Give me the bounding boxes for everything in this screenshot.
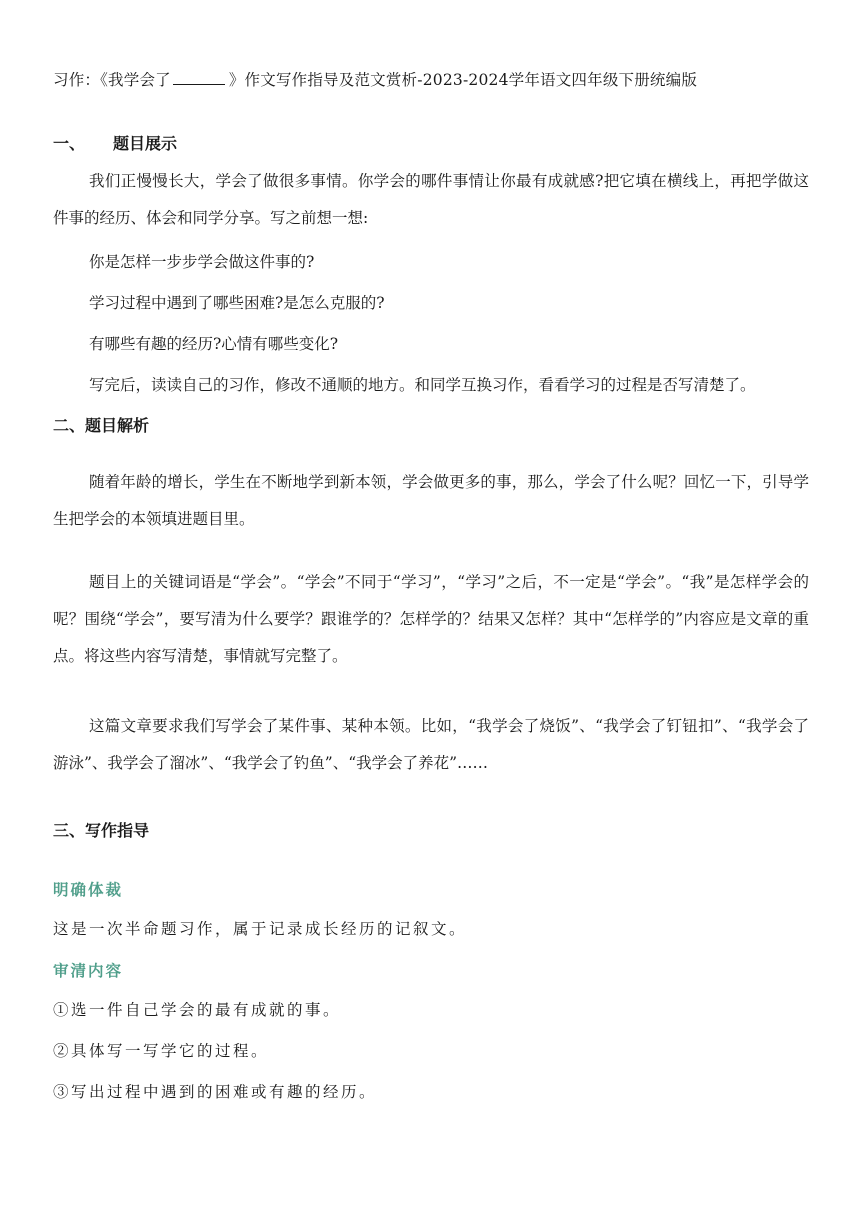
title-prefix: 习作：《我学会了 bbox=[53, 71, 171, 89]
section3-heading: 三、写作指导 bbox=[53, 821, 150, 840]
document-title bbox=[53, 68, 697, 90]
section1-heading bbox=[53, 131, 177, 154]
title-suffix: 》作文写作指导及范文赏析-2023-2024学年语文四年级下册统编版 bbox=[228, 71, 698, 89]
section1-question: 有哪些有趣的经历?心情有哪些变化? bbox=[89, 335, 339, 353]
section1-question: 你是怎样一步步学会做这件事的? bbox=[89, 253, 315, 271]
section2-heading: 二、题目解析 bbox=[53, 416, 150, 435]
content-item: ②具体写一写学它的过程。 bbox=[53, 1042, 270, 1060]
section1-intro: 我们正慢慢长大，学会了做很多事情。你学会的哪件事情让你最有成就感?把它填在横线上，再把学做这件事的经历、体会和同学分享。写之前想一想: bbox=[53, 172, 809, 227]
section1-question: 学习过程中遇到了哪些困难?是怎么克服的? bbox=[89, 294, 385, 312]
content-item: ③写出过程中遇到的困难或有趣的经历。 bbox=[53, 1083, 378, 1101]
title-blank-line bbox=[173, 70, 225, 85]
section1-number: 一、 bbox=[53, 134, 86, 153]
genre-text: 这是一次半命题习作，属于记录成长经历的记叙文。 bbox=[53, 920, 468, 938]
section2-paragraph: 随着年龄的增长，学生在不断地学到新本领，学会做更多的事，那么，学会了什么呢？回忆一下，引导学生把学会的本领填进题目里。 bbox=[53, 473, 809, 528]
content-subheading: 审清内容 bbox=[53, 962, 124, 980]
content-item: ①选一件自己学会的最有成就的事。 bbox=[53, 1001, 342, 1019]
section2-paragraph: 题目上的关键词语是“学会”。“学会”不同于“学习”，“学习”之后，不一定是“学会”。“我”是怎样学会的呢？围绕“学会”，要写清为什么要学？跟谁学的？怎样学的？结果又怎样？其中“怎样学的”内容应是文章的重点。将这些内容写清楚，事情就写完整了。 bbox=[53, 573, 809, 665]
genre-subheading: 明确体裁 bbox=[53, 881, 124, 899]
section2-paragraph: 这篇文章要求我们写学会了某件事、某种本领。比如，“我学会了烧饭”、“我学会了钉钮扣”、“我学会了游泳”、我学会了溜冰”、“我学会了钓鱼”、“我学会了养花”…… bbox=[53, 717, 809, 772]
section1-closing: 写完后，读读自己的习作，修改不通顺的地方。和同学互换习作，看看学习的过程是否写清楚了。 bbox=[89, 376, 756, 394]
section1-title: 题目展示 bbox=[113, 134, 178, 153]
